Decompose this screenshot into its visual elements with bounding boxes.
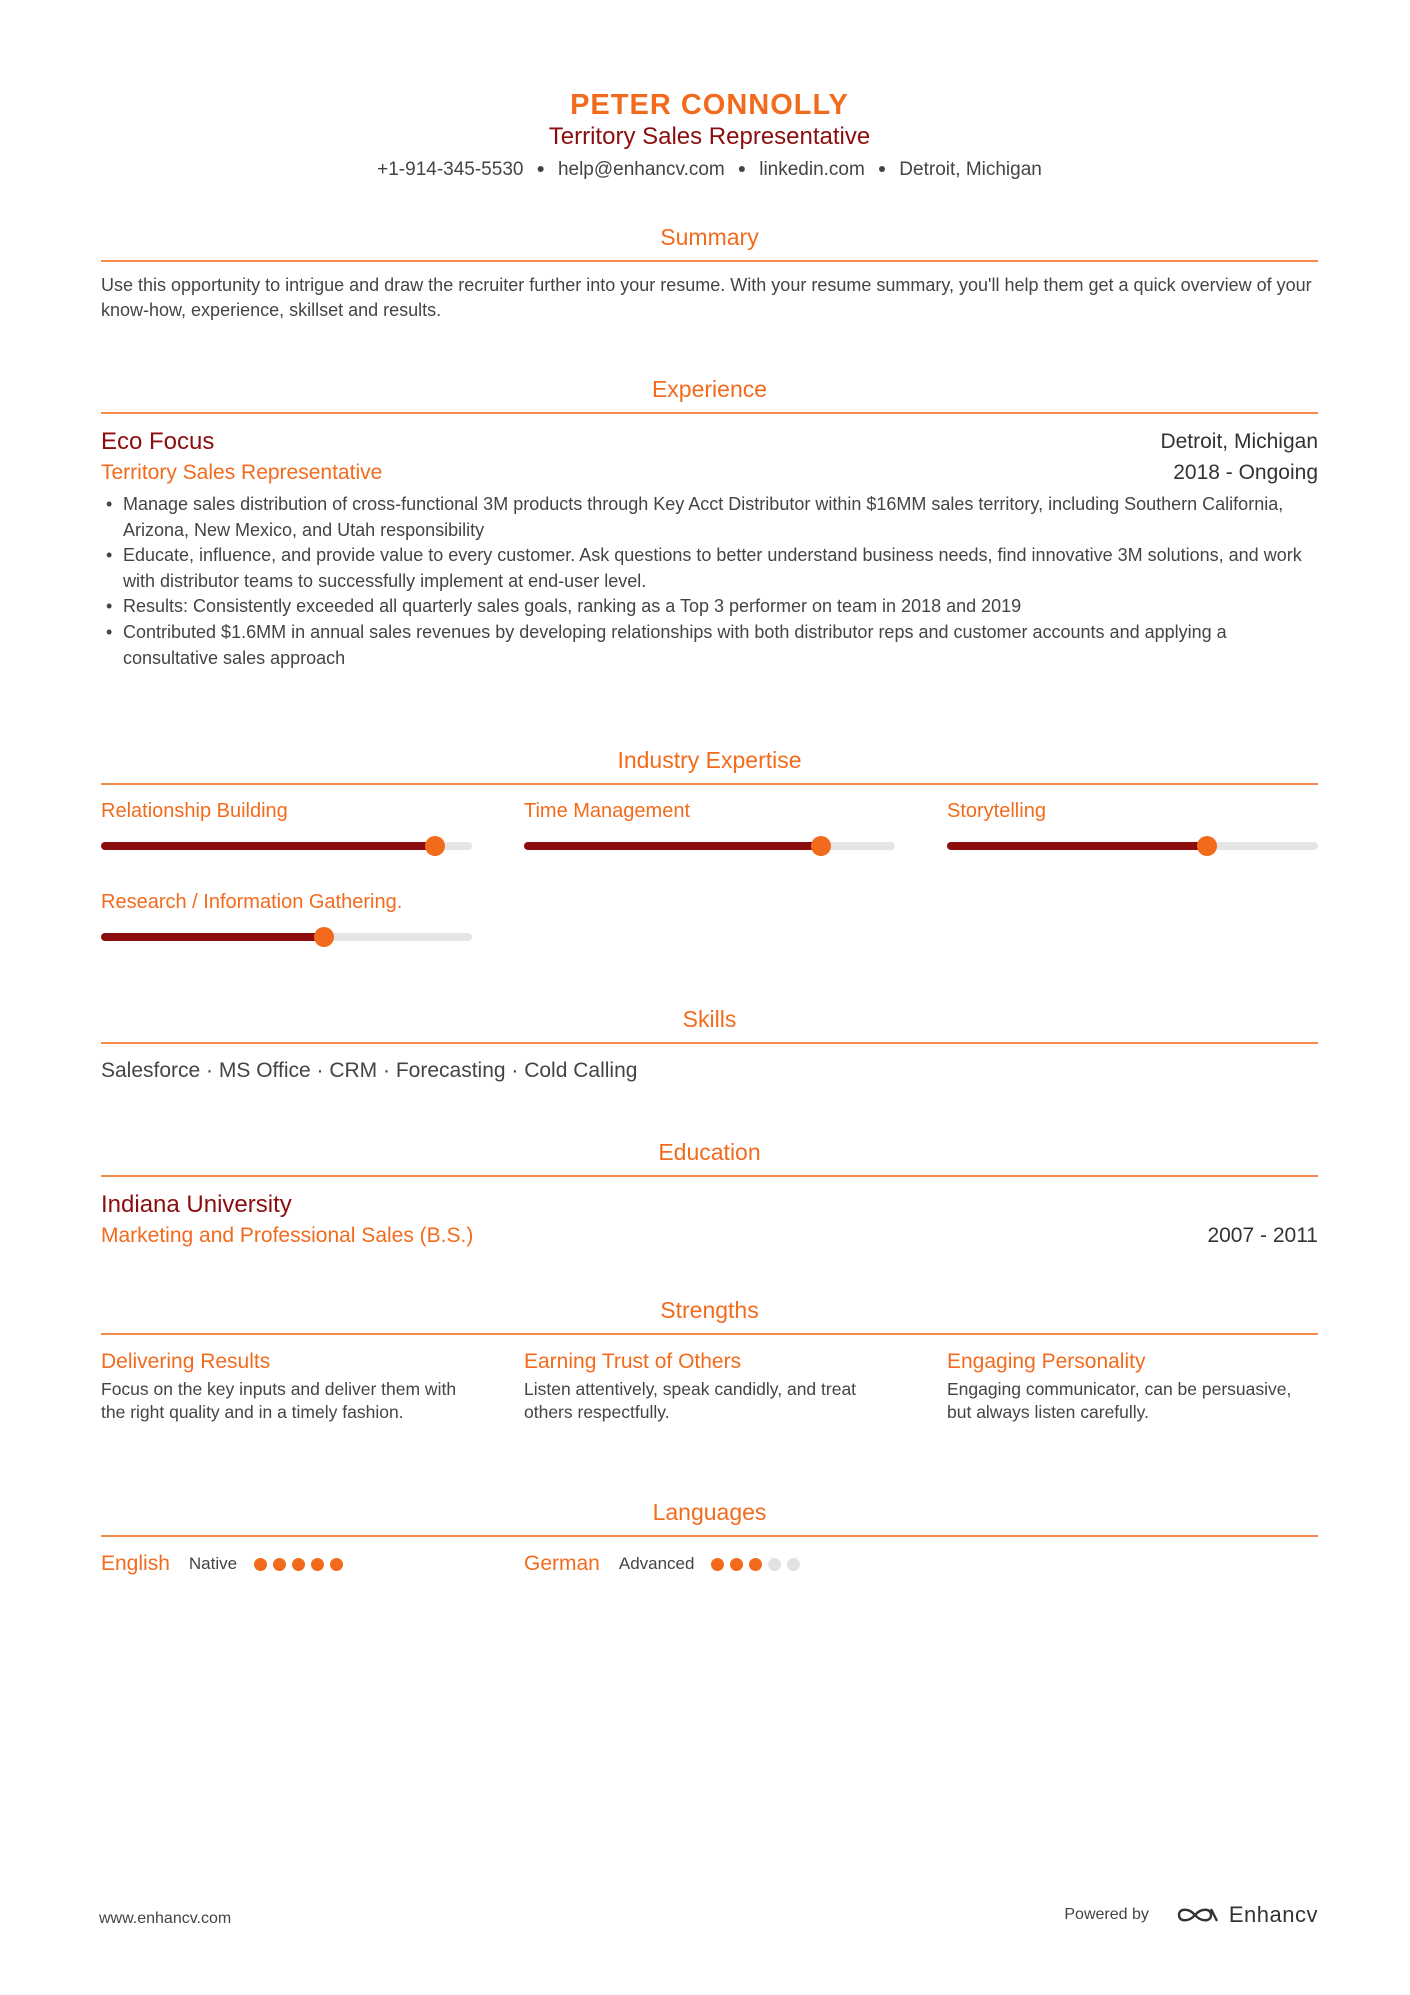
section-title-strengths: Strengths — [101, 1295, 1318, 1335]
empty-dot-icon — [787, 1558, 800, 1571]
experience-section — [101, 374, 1318, 671]
skills-section — [101, 1004, 1318, 1086]
language-dots — [254, 1558, 349, 1571]
section-title-education: Education — [101, 1137, 1318, 1177]
expertise-bar — [947, 842, 1318, 850]
expertise-bar-knob — [314, 927, 334, 947]
experience-role: Territory Sales Representative — [101, 461, 383, 484]
experience-location: Detroit, Michigan — [1160, 430, 1318, 453]
filled-dot-icon — [292, 1558, 305, 1571]
language-dots — [711, 1558, 806, 1571]
expertise-bar-knob — [1197, 836, 1217, 856]
contact-linkedin[interactable]: linkedin.com — [759, 159, 865, 180]
contact-line — [101, 154, 1318, 184]
separator-dot-icon: ● — [536, 160, 545, 176]
footer-website[interactable]: www.enhancv.com — [99, 1910, 232, 1927]
contact-email[interactable]: help@enhancv.com — [557, 159, 725, 180]
strengths-grid — [101, 1347, 1318, 1457]
summary-section — [101, 222, 1318, 323]
filled-dot-icon — [330, 1558, 343, 1571]
expertise-bar — [101, 933, 472, 941]
list-item: • Educate, influence, and provide value to every customer. Ask questions to better understand business needs, find innovative 3M solutions, and work with distributor teams to successfully implement at end-user level. — [101, 543, 1318, 594]
experience-header-row — [101, 426, 1318, 458]
filled-dot-icon — [711, 1558, 724, 1571]
strength-title: Engaging Personality — [947, 1350, 1146, 1373]
language-name: German — [524, 1552, 600, 1575]
expertise-label: Relationship Building — [101, 800, 288, 822]
candidate-role: Territory Sales Representative — [548, 123, 871, 150]
expertise-item — [101, 797, 472, 850]
expertise-grid — [101, 785, 1318, 955]
expertise-item — [524, 797, 895, 850]
brand-name: Enhancv — [1228, 1902, 1318, 1927]
strength-description: Engaging communicator, can be persuasive, but always listen carefully. — [947, 1379, 1292, 1422]
strengths-section — [101, 1295, 1318, 1457]
languages-section — [101, 1497, 1318, 1589]
experience-role-row — [101, 458, 1318, 488]
expertise-bar — [101, 842, 472, 850]
contact-phone: +1-914-345-5530 — [377, 159, 524, 180]
education-section — [101, 1137, 1318, 1251]
experience-entry — [101, 426, 1318, 671]
separator-dot-icon: ● — [877, 160, 887, 176]
filled-dot-icon — [273, 1558, 286, 1571]
strength-title: Earning Trust of Others — [524, 1350, 742, 1373]
section-title-expertise: Industry Expertise — [101, 745, 1318, 785]
footer-branding — [1064, 1902, 1318, 1928]
expertise-label: Storytelling — [947, 800, 1046, 822]
expertise-bar-knob — [811, 836, 831, 856]
list-item: • Manage sales distribution of cross-functional 3M products through Key Acct Distributor within $16MM sales territory, including Southern California, Arizona, New Mexico, and Utah responsibility — [101, 492, 1318, 543]
empty-dot-icon — [768, 1558, 781, 1571]
strength-description: Listen attentively, speak candidly, and treat others respectfully. — [524, 1379, 857, 1422]
education-entry — [101, 1189, 1318, 1251]
languages-list — [101, 1549, 1318, 1589]
expertise-label: Time Management — [524, 800, 690, 822]
strength-item — [947, 1347, 1317, 1423]
expertise-section — [101, 745, 1318, 955]
contact-location: Detroit, Michigan — [899, 159, 1042, 180]
expertise-bar-fill — [524, 842, 821, 850]
brand-logo[interactable] — [1175, 1902, 1318, 1928]
strength-title: Delivering Results — [101, 1350, 271, 1373]
strength-item — [524, 1347, 894, 1423]
language-name: English — [101, 1552, 170, 1575]
skills-list: Salesforce · MS Office · CRM · Forecasting · Cold Calling — [101, 1059, 638, 1082]
expertise-item — [101, 888, 472, 941]
degree-name: Marketing and Professional Sales (B.S.) — [101, 1224, 474, 1247]
school-name: Indiana University — [101, 1191, 292, 1218]
expertise-bar-knob — [425, 836, 445, 856]
filled-dot-icon — [311, 1558, 324, 1571]
section-title-languages: Languages — [101, 1497, 1318, 1537]
expertise-item — [947, 797, 1318, 850]
summary-text: Use this opportunity to intrigue and draw the recruiter further into your resume. With your resume summary, you'll help them get a quick overview of your know-how, experience, skillset and results. — [101, 275, 1312, 320]
powered-by-label: Powered by — [1064, 1906, 1149, 1923]
strength-item — [101, 1347, 471, 1423]
company-name: Eco Focus — [101, 428, 215, 455]
filled-dot-icon — [730, 1558, 743, 1571]
expertise-bar-fill — [101, 842, 435, 850]
education-degree-row — [101, 1221, 1318, 1251]
filled-dot-icon — [749, 1558, 762, 1571]
list-item: • Contributed $1.6MM in annual sales revenues by developing relationships with both distributor reps and customer accounts and applying a consultative sales approach — [101, 620, 1318, 671]
experience-bullets — [101, 492, 1318, 671]
experience-dates: 2018 - Ongoing — [1173, 461, 1318, 484]
list-item: • Results: Consistently exceeded all quarterly sales goals, ranking as a Top 3 performer on team in 2018 and 2019 — [101, 594, 1318, 620]
resume-header — [101, 88, 1318, 184]
filled-dot-icon — [254, 1558, 267, 1571]
language-level: Advanced — [618, 1554, 695, 1573]
candidate-name: PETER CONNOLLY — [570, 89, 849, 121]
expertise-label: Research / Information Gathering. — [101, 891, 403, 913]
language-item — [524, 1549, 806, 1579]
section-title-experience: Experience — [101, 374, 1318, 414]
expertise-bar-fill — [101, 933, 324, 941]
section-title-skills: Skills — [101, 1004, 1318, 1044]
education-dates: 2007 - 2011 — [1207, 1224, 1318, 1247]
language-level: Native — [188, 1554, 238, 1573]
enhancv-logo-icon — [1175, 1903, 1221, 1927]
expertise-bar-fill — [947, 842, 1207, 850]
expertise-bar — [524, 842, 895, 850]
language-item — [101, 1549, 349, 1579]
separator-dot-icon: ● — [737, 160, 747, 176]
section-title-summary: Summary — [101, 222, 1318, 262]
strength-description: Focus on the key inputs and deliver them with the right quality and in a timely fashion. — [101, 1379, 457, 1422]
